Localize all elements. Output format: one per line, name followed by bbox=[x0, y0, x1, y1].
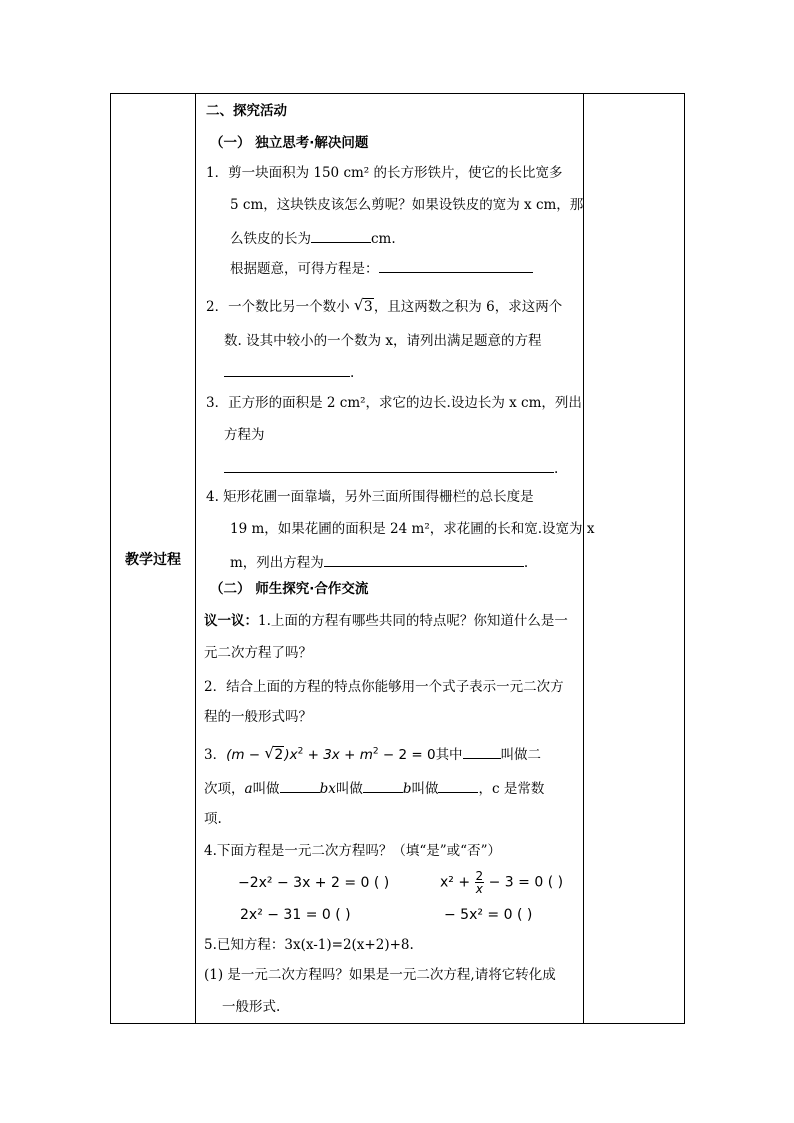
q3-line3-dot: . bbox=[554, 461, 559, 477]
d4-eq2-numerator: 2 bbox=[475, 869, 484, 883]
d1-line2: 元二次方程了吗？ bbox=[204, 645, 312, 661]
d3-equation: (m − √ $2)x^2 + 3x + m^2 - 2 = 0$ bbox=[226, 744, 436, 763]
q1-line1: 1．剪一块面积为 150 cm² 的长方形铁片，使它的长比宽多 bbox=[206, 165, 563, 181]
d2-line2: 程的一般形式吗？ bbox=[204, 709, 312, 725]
d4-eq4: − 5x² = 0 ( ) bbox=[444, 907, 533, 923]
q1-line3 bbox=[230, 228, 396, 248]
q4-line3-dot: . bbox=[523, 555, 529, 571]
d3-line2-text: 次项， bbox=[204, 781, 245, 797]
q1-line4-text: 根据题意，可得方程是： bbox=[230, 261, 379, 277]
d3-eq-part-d: − 2 = 0 bbox=[378, 747, 436, 763]
d4-eq2-part-b: − 3 = 0 ( ) bbox=[484, 874, 564, 891]
d3-var-bx: bx bbox=[319, 781, 336, 797]
q4-line2: 19 m，如果花圃的面积是 24 m²，求花圃的长和宽.设宽为 x bbox=[230, 521, 595, 537]
q2-line2: 数. 设其中较小的一个数为 x，请列出满足题意的方程 bbox=[224, 333, 542, 349]
d5-line1: 5.已知方程：3x(x-1)=2(x+2)+8. bbox=[204, 937, 414, 953]
d3-line1-tail: 叫做二 bbox=[500, 747, 542, 763]
d3-called-3: 叫做 bbox=[411, 781, 439, 797]
d4-eq2 bbox=[440, 870, 563, 895]
side-label: 教学过程 bbox=[125, 551, 181, 568]
side-label-cell bbox=[111, 94, 196, 1024]
d3-sqrt-symbol: √ 2 bbox=[264, 744, 284, 763]
notes-cell bbox=[584, 94, 685, 1024]
part2-title: （二） 师生探究·合作交流 bbox=[210, 581, 369, 597]
d3-bx-blank[interactable] bbox=[363, 778, 403, 793]
q1-line3-text: 么铁皮的长为 bbox=[230, 231, 311, 247]
d4-eq2-part-a: x² + bbox=[440, 874, 475, 891]
q4-equation-blank[interactable] bbox=[324, 552, 524, 567]
d1-prefix: 议一议： bbox=[204, 613, 258, 629]
q1-line2: 5 cm，这块铁皮该怎么剪呢？如果设铁皮的宽为 x cm，那 bbox=[230, 197, 584, 213]
q3-equation-blank[interactable] bbox=[224, 458, 554, 473]
q4-line1: 4. 矩形花圃一面靠墙，另外三面所围得栅栏的总长度是 bbox=[206, 489, 534, 505]
d3-a-blank[interactable] bbox=[280, 778, 320, 793]
d3-b-blank[interactable] bbox=[438, 778, 478, 793]
d1-line1 bbox=[204, 612, 568, 630]
section-title: 二、探究活动 bbox=[206, 103, 287, 119]
d3-eq-part-a: (m − bbox=[226, 747, 265, 763]
q1-equation-blank[interactable] bbox=[379, 258, 533, 273]
q2-line1-text: 2．一个数比另一个数小 bbox=[206, 299, 350, 315]
content-cell bbox=[196, 94, 595, 1024]
d3-eq-part-b: )x bbox=[284, 747, 298, 763]
part1-title: （一） 独立思考·解决问题 bbox=[210, 135, 369, 151]
d3-num: 3． bbox=[204, 747, 227, 763]
d2-line1: 2．结合上面的方程的特点你能够用一个式子表示一元二次方 bbox=[204, 679, 564, 695]
d5-line3: 一般形式. bbox=[222, 999, 281, 1015]
d3-eq-part-c: + 3x + m bbox=[303, 747, 373, 763]
q4-line3 bbox=[230, 552, 528, 572]
d3-eq-radicand: 2 bbox=[274, 747, 284, 763]
d3-var-a: a bbox=[244, 781, 253, 797]
q3-line3 bbox=[224, 458, 558, 478]
d3-line1 bbox=[204, 744, 541, 764]
d4-line1: 4.下面方程是一元二次方程吗？（填“是”或“否”） bbox=[204, 843, 501, 859]
d3-line2 bbox=[204, 778, 544, 798]
d4-eq2-fraction bbox=[475, 870, 485, 895]
q2-radicand: 3 bbox=[363, 299, 373, 315]
q2-line1 bbox=[206, 298, 562, 316]
q1-line4 bbox=[230, 258, 533, 278]
d3-line2-tail: ，c 是常数 bbox=[478, 781, 545, 797]
lesson-table bbox=[110, 93, 685, 1024]
d4-eq1: −2x² − 3x + 2 = 0 ( ) bbox=[238, 875, 390, 891]
q4-line3-text: m，列出方程为 bbox=[230, 555, 324, 571]
q3-line1: 3．正方形的面积是 2 cm²，求它的边长.设边长为 x cm，列出 bbox=[206, 395, 582, 411]
d3-line1-text: 其中 bbox=[435, 747, 463, 763]
d3-called-1: 叫做 bbox=[252, 781, 280, 797]
q2-line3 bbox=[224, 362, 354, 382]
d5-line2: (1) 是一元二次方程吗？如果是一元二次方程,请将它转化成 bbox=[204, 967, 556, 983]
d3-called-2: 叫做 bbox=[335, 781, 363, 797]
q2-line3-dot: . bbox=[350, 365, 355, 381]
sqrt-symbol: √ 3 bbox=[353, 296, 373, 315]
d1-line1-text: 1.上面的方程有哪些共同的特点呢？你知道什么是一 bbox=[258, 613, 568, 629]
content bbox=[196, 94, 595, 1023]
q1-length-blank[interactable] bbox=[311, 228, 371, 243]
q2-equation-blank[interactable] bbox=[224, 362, 350, 377]
d4-eq3: 2x² − 31 = 0 ( ) bbox=[240, 907, 351, 923]
d3-quadratic-term-blank[interactable] bbox=[463, 744, 501, 759]
d3-var-b: b bbox=[402, 781, 412, 797]
q3-line2: 方程为 bbox=[224, 427, 265, 443]
d3-line3: 项. bbox=[204, 811, 222, 827]
q1-line3-unit: cm. bbox=[371, 231, 396, 247]
d4-eq2-denominator: x bbox=[475, 882, 483, 896]
q2-line1-rest: ，且这两数之积为 6，求这两个 bbox=[373, 299, 563, 315]
